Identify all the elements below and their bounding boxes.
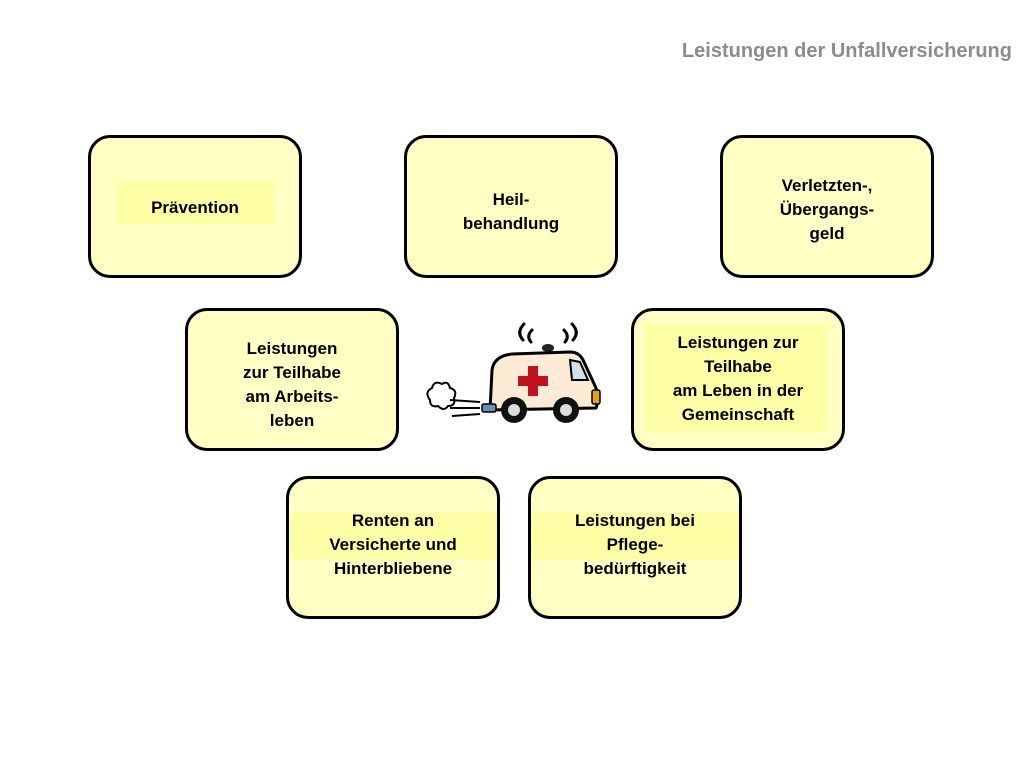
box-renten xyxy=(286,476,500,619)
box-label: Leistungen zur Teilhabe am Leben in der Gemeinschaft xyxy=(672,333,804,424)
box-label: Verletzten-, Übergangs- geld xyxy=(779,176,875,243)
box-label: Leistungen zur Teilhabe am Arbeits- leben xyxy=(243,339,341,430)
box-heilbehandlung xyxy=(404,135,618,278)
box-praevention xyxy=(88,135,302,278)
box-teilhabe-gemeinschaft xyxy=(631,308,845,451)
box-label: Leistungen bei Pflege- bedürftigkeit xyxy=(575,511,695,578)
box-verletztengeld xyxy=(720,135,934,278)
box-teilhabe-arbeitsleben xyxy=(185,308,399,451)
box-label: Renten an Versicherte und Hinterbliebene xyxy=(329,511,457,578)
box-label: Heil- behandlung xyxy=(462,190,560,233)
box-label: Prävention xyxy=(151,198,239,217)
ambulance-icon xyxy=(420,318,610,430)
box-pflege xyxy=(528,476,742,619)
slide-title: Leistungen der Unfallversicherung xyxy=(681,40,1012,62)
